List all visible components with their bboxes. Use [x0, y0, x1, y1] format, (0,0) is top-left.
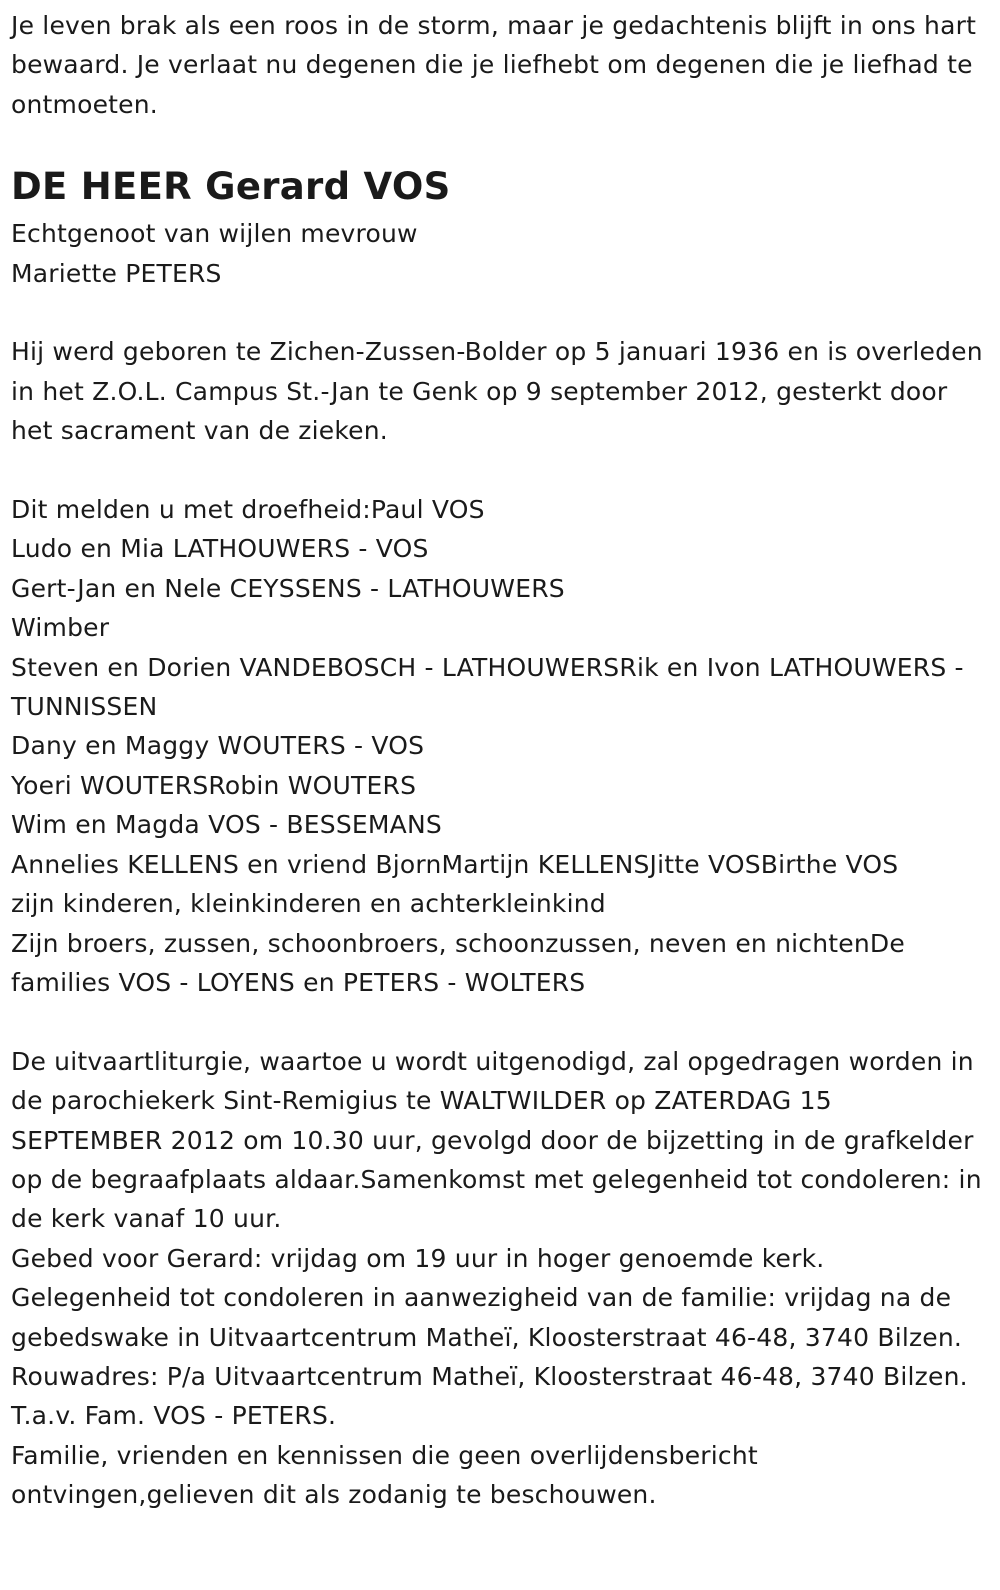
ceremony-line: Gelegenheid tot condoleren in aanwezigheid van de familie: vrijdag na de gebedswake in Uitvaartcentrum Matheï, Kloosterstraat 46-48, 3740 Bilzen.: [11, 1283, 963, 1352]
family-line: Annelies KELLENS en vriend BjornMartijn KELLENSJitte VOSBirthe VOS: [11, 849, 899, 879]
spacer: [11, 1002, 988, 1041]
ceremony-line: Rouwadres: P/a Uitvaartcentrum Matheï, Kloosterstraat 46-48, 3740 Bilzen. T.a.v. Fam. VOS - PETERS.: [11, 1361, 968, 1431]
spacer: [11, 293, 988, 332]
ceremony-line: Gebed voor Gerard: vrijdag om 19 uur in hoger genoemde kerk.: [11, 1243, 825, 1273]
ceremony-line: De uitvaartliturgie, waartoe u wordt uitgenodigd, zal opgedragen worden in de parochiekerk Sint-Remigius te WALTWILDER op ZATERDAG 15 SEPTEMBER 2012 om 10.30 uur, gevolgd door de bijzetting in de grafkelder op de begraafplaats aldaar.Samenkomst met gelegenheid tot condoleren: in de kerk vanaf 10 uur.: [11, 1046, 982, 1234]
intro-verse: Je leven brak als een roos in de storm, maar je gedachtenis blijft in ons hart bewaard. Je verlaat nu degenen die je liefhebt om degenen die je liefhad te ontmoeten.: [11, 11, 977, 119]
ceremony-block: [11, 1042, 988, 1515]
family-line: Dit melden u met droefheid:Paul VOS: [11, 495, 485, 525]
family-line: Zijn broers, zussen, schoonbroers, schoonzussen, neven en nichtenDe families VOS - LOYENS en PETERS - WOLTERS: [11, 928, 905, 997]
spouse-block: [11, 214, 988, 293]
deceased-name-title: DE HEER Gerard VOS: [11, 165, 451, 209]
family-line: zijn kinderen, kleinkinderen en achterkleinkind: [11, 889, 606, 919]
family-line: Dany en Maggy WOUTERS - VOS: [11, 731, 425, 761]
ceremony-line: Familie, vrienden en kennissen die geen overlijdensbericht ontvingen,gelieven dit als zodanig te beschouwen.: [11, 1440, 758, 1510]
spacer: [11, 451, 988, 490]
birth-death-paragraph: Hij werd geboren te Zichen-Zussen-Bolder op 5 januari 1936 en is overleden in het Z.O.L. Campus St.-Jan te Genk op 9 september 2012, gesterkt door het sacrament van de zieken.: [11, 337, 983, 446]
family-line: Ludo en Mia LATHOUWERS - VOS: [11, 534, 429, 564]
spouse-line: Mariette PETERS: [11, 258, 222, 288]
family-line: Yoeri WOUTERSRobin WOUTERS: [11, 770, 417, 800]
family-block: [11, 490, 988, 1002]
spouse-line: Echtgenoot van wijlen mevrouw: [11, 219, 418, 249]
family-line: Steven en Dorien VANDEBOSCH - LATHOUWERSRik en Ivon LATHOUWERS - TUNNISSEN: [11, 652, 964, 722]
family-line: Gert-Jan en Nele CEYSSENS - LATHOUWERS: [11, 573, 565, 603]
family-line: Wimber: [11, 613, 110, 643]
family-line: Wim en Magda VOS - BESSEMANS: [11, 810, 442, 840]
